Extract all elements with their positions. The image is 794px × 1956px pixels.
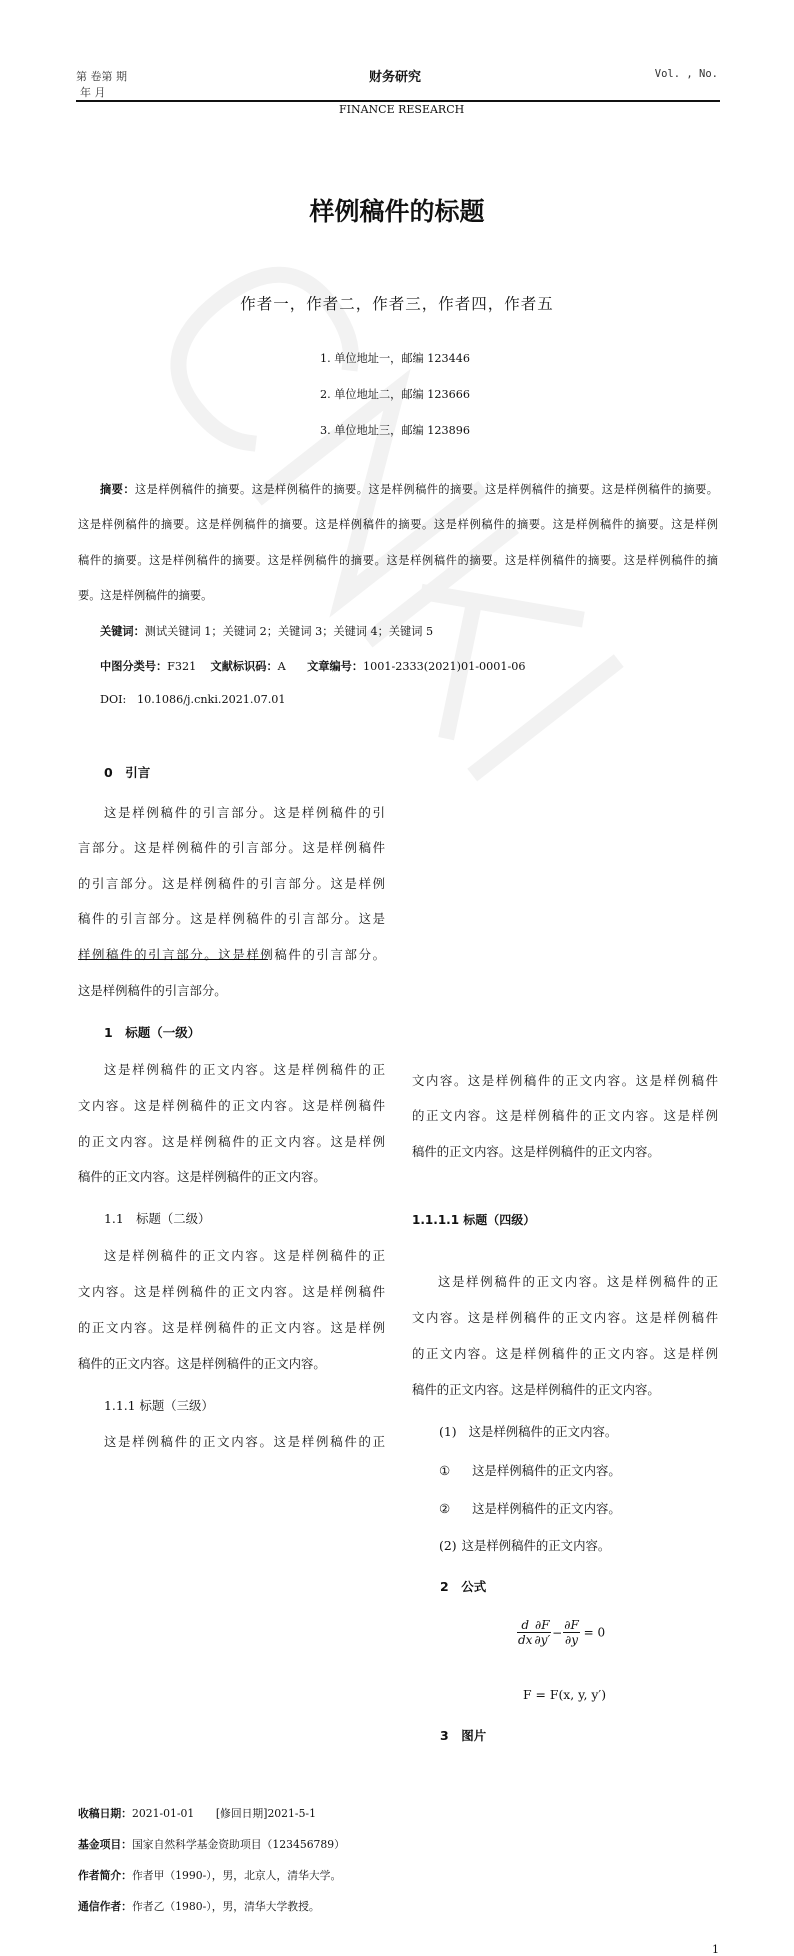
- journal-title-en: FINANCE RESEARCH: [339, 103, 465, 116]
- text-line: 稿件的正文内容。这是样例稿件的正文内容。: [78, 1169, 326, 1184]
- footnote-corresponding: [78, 1899, 794, 1914]
- clc-label: 中图分类号：: [100, 660, 168, 673]
- footnote-value: 作者乙（1980-），男，清华大学教授。: [131, 1900, 320, 1913]
- denominator: ∂y′: [534, 1633, 551, 1647]
- text-line: 文内容。这是样例稿件的正文内容。这是样例稿件: [412, 1310, 718, 1325]
- section-heading: 2 公式: [440, 1579, 487, 1594]
- section-heading: 0 引言: [104, 765, 151, 780]
- header-rule: [76, 100, 720, 102]
- text-line: 这是样例稿件的引言部分。: [78, 983, 227, 998]
- footnote-label: 通信作者：: [78, 1900, 132, 1913]
- text-line: 的正文内容。这是样例稿件的正文内容。这是样例: [412, 1346, 718, 1361]
- formula-euler-lagrange: [517, 1618, 794, 1647]
- list-text: 这是样例稿件的正文内容。: [472, 1463, 621, 1478]
- fraction: [563, 1618, 580, 1647]
- text-line: 的正文内容。这是样例稿件的正文内容。这是样例: [412, 1108, 718, 1123]
- affiliation: 1. 单位地址一，邮编 123446: [320, 352, 470, 365]
- footnote-label: 收稿日期：: [78, 1807, 132, 1820]
- keywords-label: 关键词：: [100, 625, 145, 638]
- header-vol-no: Vol. , No.: [654, 68, 718, 80]
- abstract-text: 这是样例稿件的摘要。这是样例稿件的摘要。这是样例稿件的摘要。这是样例稿件的摘要。这是样例稿件的摘要。: [135, 483, 718, 496]
- text-line: 的引言部分。这是样例稿件的引言部分。这是样例: [78, 876, 385, 891]
- text-line: 文内容。这是样例稿件的正文内容。这是样例稿件: [78, 1098, 385, 1113]
- text-line: 这是样例稿件的正文内容。这是样例稿件的正: [104, 1434, 385, 1449]
- numerator: ∂F: [535, 1618, 550, 1632]
- text-line: 稿件的正文内容。这是样例稿件的正文内容。: [78, 1356, 326, 1371]
- doc-code-value: A: [277, 660, 286, 673]
- footnote-label: 基金项目：: [78, 1838, 132, 1851]
- keywords: [100, 623, 794, 639]
- text-line: 样例稿件的引言部分。这是样例稿件的引言部分。: [78, 947, 385, 962]
- text-line: 稿件的正文内容。这是样例稿件的正文内容。: [412, 1144, 660, 1159]
- list-marker: ①: [439, 1463, 451, 1478]
- footnote-value: 作者甲（1990-），男，北京人，清华大学。: [131, 1869, 342, 1882]
- doc-code-label: 文献标识码：: [210, 660, 278, 673]
- list-item: [439, 1499, 794, 1517]
- list-text: 这是样例稿件的正文内容。: [468, 1424, 618, 1439]
- article-no-value: 1001-2333(2021)01-0001-06: [363, 660, 526, 673]
- text-line: 这是样例稿件的正文内容。这是样例稿件的正: [104, 1248, 385, 1263]
- numerator: d: [517, 1618, 533, 1633]
- level4-heading: 1.1.1.1 标题（四级）: [412, 1213, 536, 1227]
- page-number: 1: [712, 1943, 719, 1956]
- journal-title-cn: 财务研究: [369, 70, 422, 85]
- text-line: 的正文内容。这是样例稿件的正文内容。这是样例: [78, 1320, 385, 1335]
- footnote-received: [78, 1806, 794, 1821]
- footnote-value: 国家自然科学基金资助项目（123456789）: [131, 1838, 345, 1851]
- classification-info: [100, 658, 794, 674]
- doi-link[interactable]: 10.1086/j.cnki.2021.07.01: [137, 693, 286, 706]
- text-line: 稿件的引言部分。这是样例稿件的引言部分。这是: [78, 911, 385, 926]
- abstract-line: 稿件的摘要。这是样例稿件的摘要。这是样例稿件的摘要。这是样例稿件的摘要。这是样例稿件的摘要。这是样例稿件的摘: [78, 554, 718, 567]
- footnote-fund: [78, 1837, 794, 1852]
- footnote-value: 2021-01-01 [修回日期]2021-5-1: [131, 1807, 316, 1820]
- numerator: ∂F: [564, 1618, 579, 1632]
- list-item: [439, 1536, 794, 1554]
- text-line: 言部分。这是样例稿件的引言部分。这是样例稿件: [78, 840, 385, 855]
- header-year-month: 年 月: [80, 86, 106, 99]
- abstract-label: 摘要：: [100, 483, 136, 496]
- abstract-line: 要。这是样例稿件的摘要。: [78, 589, 213, 602]
- fraction: [517, 1618, 533, 1647]
- paper-title: 样例稿件的标题: [309, 197, 485, 226]
- abstract-line: 这是样例稿件的摘要。这是样例稿件的摘要。这是样例稿件的摘要。这是样例稿件的摘要。这是样例稿件的摘要。这是样例: [78, 518, 718, 531]
- subsubsection-heading: 1.1.1 标题（三级）: [104, 1398, 214, 1413]
- denominator: dx: [518, 1633, 533, 1647]
- text-line: 的正文内容。这是样例稿件的正文内容。这是样例: [78, 1134, 385, 1149]
- section-heading: 3 图片: [440, 1728, 487, 1743]
- text-line: 这是样例稿件的引言部分。这是样例稿件的引: [104, 805, 385, 820]
- section-heading: 1 标题（一级）: [104, 1025, 201, 1040]
- article-no-label: 文章编号：: [307, 660, 364, 673]
- minus-sign: −: [552, 1625, 563, 1640]
- text-line: 文内容。这是样例稿件的正文内容。这是样例稿件: [78, 1284, 385, 1299]
- formula-definition: F = F(x, y, y′): [523, 1687, 607, 1702]
- text-line: 这是样例稿件的正文内容。这是样例稿件的正: [104, 1062, 385, 1077]
- header-volume-issue: 第 卷第 期: [76, 70, 127, 83]
- list-marker: (2): [439, 1538, 457, 1553]
- list-marker: (1): [439, 1424, 457, 1439]
- list-item: [439, 1422, 794, 1440]
- text-line: 稿件的正文内容。这是样例稿件的正文内容。: [412, 1382, 660, 1397]
- text-line: 文内容。这是样例稿件的正文内容。这是样例稿件: [412, 1073, 718, 1088]
- fraction: [533, 1618, 551, 1647]
- abstract-line: [100, 482, 718, 498]
- footnote-author-bio: [78, 1868, 794, 1883]
- list-item: [439, 1461, 794, 1479]
- watermark-letter-i: [478, 666, 612, 771]
- text-line: 这是样例稿件的正文内容。这是样例稿件的正: [438, 1274, 718, 1289]
- subsection-heading: 1.1 标题（二级）: [104, 1211, 211, 1226]
- list-text: 这是样例稿件的正文内容。: [461, 1538, 611, 1553]
- affiliation: 3. 单位地址三，邮编 123896: [320, 424, 470, 437]
- list-text: 这是样例稿件的正文内容。: [472, 1501, 621, 1516]
- list-marker: ②: [439, 1501, 451, 1516]
- equals-zero: = 0: [583, 1625, 606, 1640]
- affiliation: 2. 单位地址二，邮编 123666: [320, 388, 470, 401]
- keywords-value: 测试关键词 1；关键词 2；关键词 3；关键词 4；关键词 5: [144, 625, 434, 638]
- author-list: 作者一，作者二，作者三，作者四，作者五: [240, 295, 554, 313]
- denominator: ∂y: [565, 1633, 578, 1647]
- doi: [100, 693, 794, 706]
- footnote-label: 作者简介：: [78, 1869, 132, 1882]
- clc-value: F321: [167, 660, 197, 673]
- doi-label: DOI:: [100, 693, 127, 706]
